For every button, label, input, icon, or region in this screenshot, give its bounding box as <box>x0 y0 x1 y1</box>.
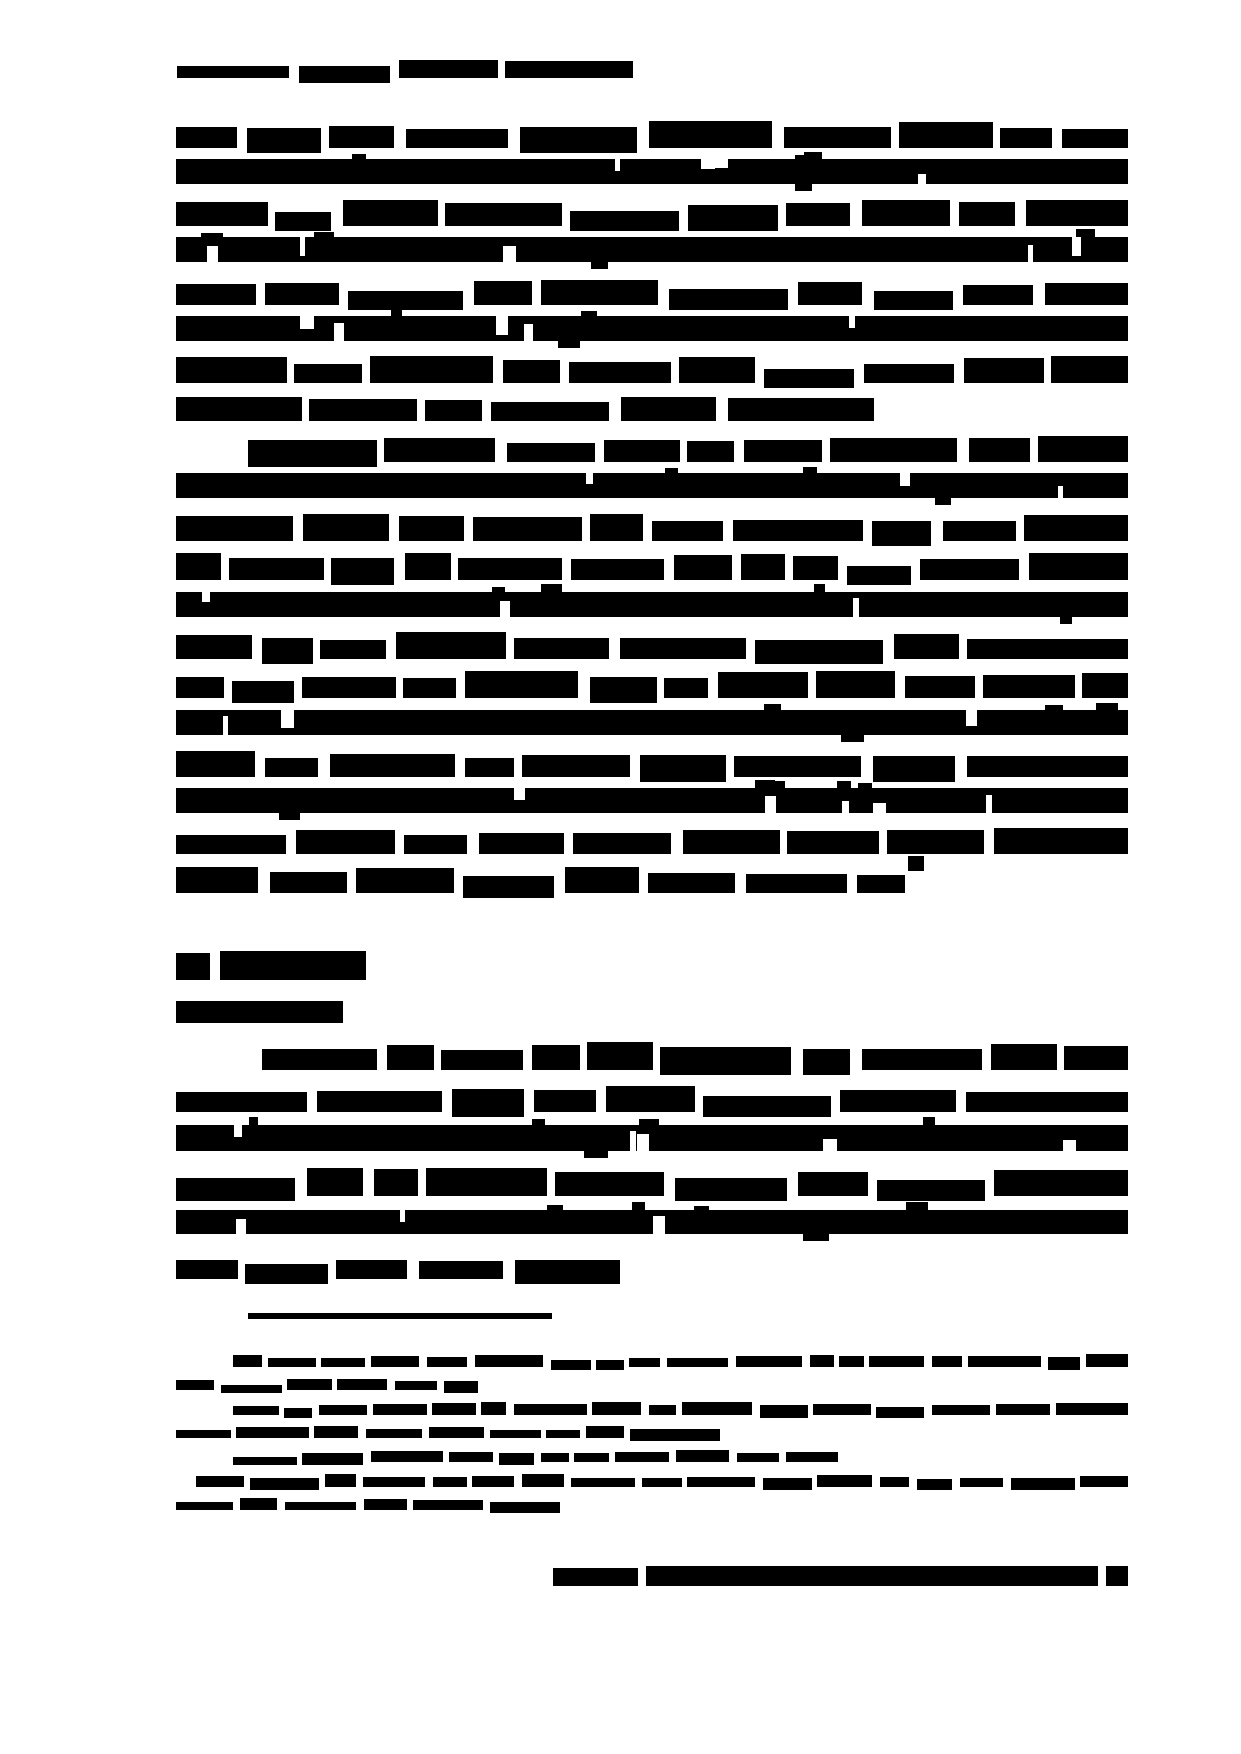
footnotes-line <box>233 1398 1128 1415</box>
footnote-rule-line <box>248 1313 552 1319</box>
paragraph-3-line <box>176 1124 1128 1153</box>
paragraph-3-line <box>176 1082 1128 1112</box>
paragraph-1-line <box>176 119 1128 148</box>
paragraph-3-line <box>176 1166 1128 1196</box>
footnotes-line <box>233 1446 838 1462</box>
paragraph-2-line <box>176 512 1128 541</box>
paragraph-2-line <box>176 591 1128 619</box>
footnotes-line <box>233 1350 1128 1367</box>
paragraph-1-line <box>176 197 1128 226</box>
paragraph-1-line <box>176 354 1128 383</box>
footnotes-line <box>176 1422 720 1438</box>
paragraph-1-line <box>176 158 1128 186</box>
paragraph-2-line <box>176 709 1128 737</box>
paragraph-1-line <box>176 236 1128 264</box>
paragraph-2-line <box>176 787 1128 815</box>
paragraph-1-line <box>176 393 874 421</box>
paragraph-2-line <box>176 865 905 893</box>
paragraph-2-line <box>176 630 1128 659</box>
paragraph-2-line <box>248 433 1128 462</box>
footnotes-line <box>196 1470 1128 1487</box>
sub-heading-line <box>176 1001 343 1023</box>
paragraph-2-line <box>176 748 1128 777</box>
paragraph-2-line <box>176 826 1128 854</box>
footer-line-line <box>553 1566 1130 1586</box>
footnotes-line <box>176 1494 560 1510</box>
footnote-marker <box>908 856 924 871</box>
paragraph-2-line <box>176 472 1128 500</box>
paragraph-1-line <box>176 276 1128 305</box>
kicker-line-line <box>177 57 633 78</box>
paragraph-1-line <box>176 315 1128 343</box>
footnotes-line <box>176 1374 478 1390</box>
paragraph-2-line <box>176 551 1128 580</box>
paragraph-3-line <box>262 1040 1128 1070</box>
paragraph-3-line <box>176 1251 620 1279</box>
section-heading-line <box>176 951 366 980</box>
paragraph-2-line <box>176 669 1128 698</box>
paragraph-3-line <box>176 1209 1128 1236</box>
